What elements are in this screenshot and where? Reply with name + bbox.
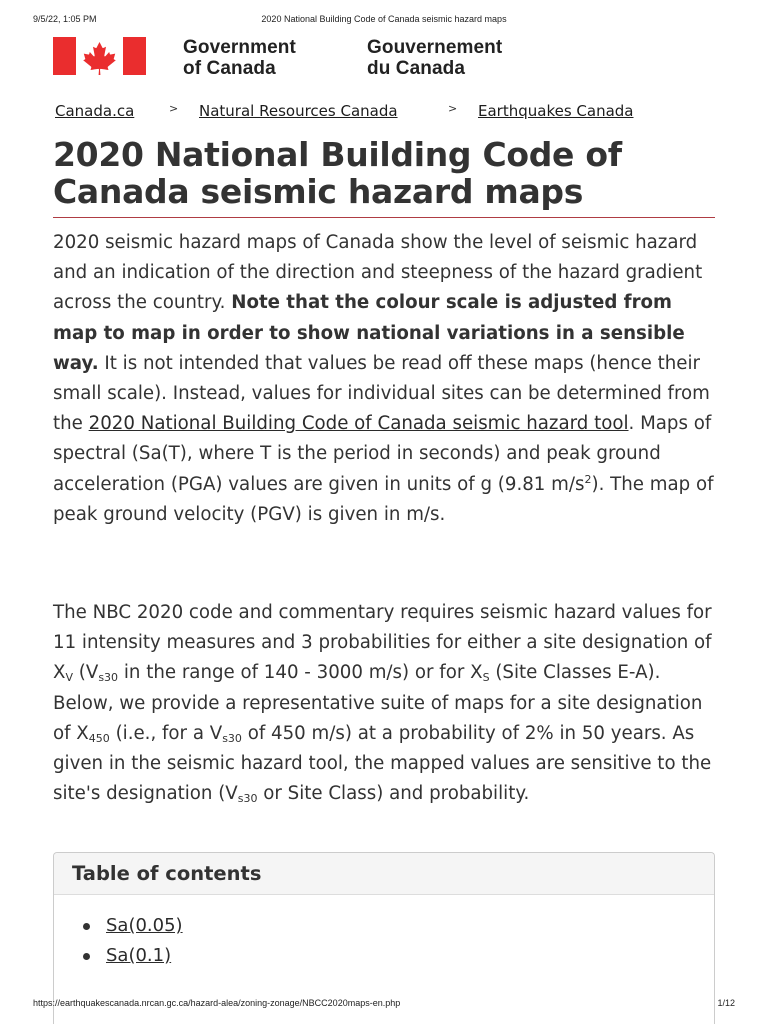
government-signature[interactable] xyxy=(53,37,503,79)
breadcrumb-separator: > xyxy=(448,102,458,115)
hazard-tool-link[interactable]: 2020 National Building Code of Canada seismic hazard tool xyxy=(88,413,629,435)
colour-scale-note: Note that the colour scale is adjusted from map to map in order to show national variations in a sensible way. xyxy=(53,292,685,374)
toc-heading: Table of contents xyxy=(54,853,714,895)
print-url: https://earthquakescanada.nrcan.gc.ca/hazard-alea/zoning-zonage/NBCC2020maps-en.php xyxy=(33,998,401,1008)
site-designation-paragraph: The NBC 2020 code and commentary requires seismic hazard values for 11 intensity measures and 3 probabilities for either a site designation of $X_V$ ($V_{s30}$ in the range of 140 - 3000 m/s) or for $X_S$ (Site Classes E-A). Below, we provide a representative suite of maps for a site designation of $X_{450}$ (i.e., for a $V_{s30}$ of 450 m/s) at a probability of 2% in 50 years. As given in the seismic hazard tool, the mapped values are sensitive to the site's designation ($V_{s30}$ or Site Class) and probability. xyxy=(53,602,712,806)
breadcrumb-item-earthquakes[interactable]: Earthquakes Canada xyxy=(478,102,634,120)
print-footer xyxy=(0,998,768,1012)
intro-paragraph: 2020 seismic hazard maps of Canada show the level of seismic hazard and an indication of the direction and steepness of the hazard gradient across the country. Note that the colour scale is adjusted from map to map in order to show national variations in a sensible way. It is not intended that values be read off these maps (hence their small scale). Instead, values for individual sites can be determined from the 2020 National Building Code of Canada seismic hazard tool. Maps of spectral (Sa(T), where T is the period in seconds) and peak ground acceleration (PGA) values are given in units of g (9.81 $m/s^2$). The map of peak ground velocity (PGV) is given in m/s. xyxy=(53,232,714,525)
print-datetime: 9/5/22, 1:05 PM xyxy=(33,14,97,24)
title-underline xyxy=(53,217,715,218)
toc-item-sa01[interactable]: Sa(0.1) xyxy=(106,941,183,971)
toc-item-sa005[interactable]: Sa(0.05) xyxy=(106,911,183,941)
print-page-number: 1/12 xyxy=(717,998,735,1008)
wordmark-french: Gouvernement du Canada xyxy=(367,37,503,79)
page-title: 2020 National Building Code of Canada seismic hazard maps xyxy=(53,135,622,211)
toc-list xyxy=(106,911,183,971)
canada-flag-icon xyxy=(53,37,146,75)
breadcrumb-item-nrcan[interactable]: Natural Resources Canada xyxy=(199,102,398,120)
print-header xyxy=(0,0,768,30)
breadcrumb-separator: > xyxy=(169,102,179,115)
breadcrumb-item-canada[interactable]: Canada.ca xyxy=(55,102,135,120)
print-doc-title: 2020 National Building Code of Canada seismic hazard maps xyxy=(261,14,507,24)
wordmark-english: Government of Canada xyxy=(183,37,296,79)
